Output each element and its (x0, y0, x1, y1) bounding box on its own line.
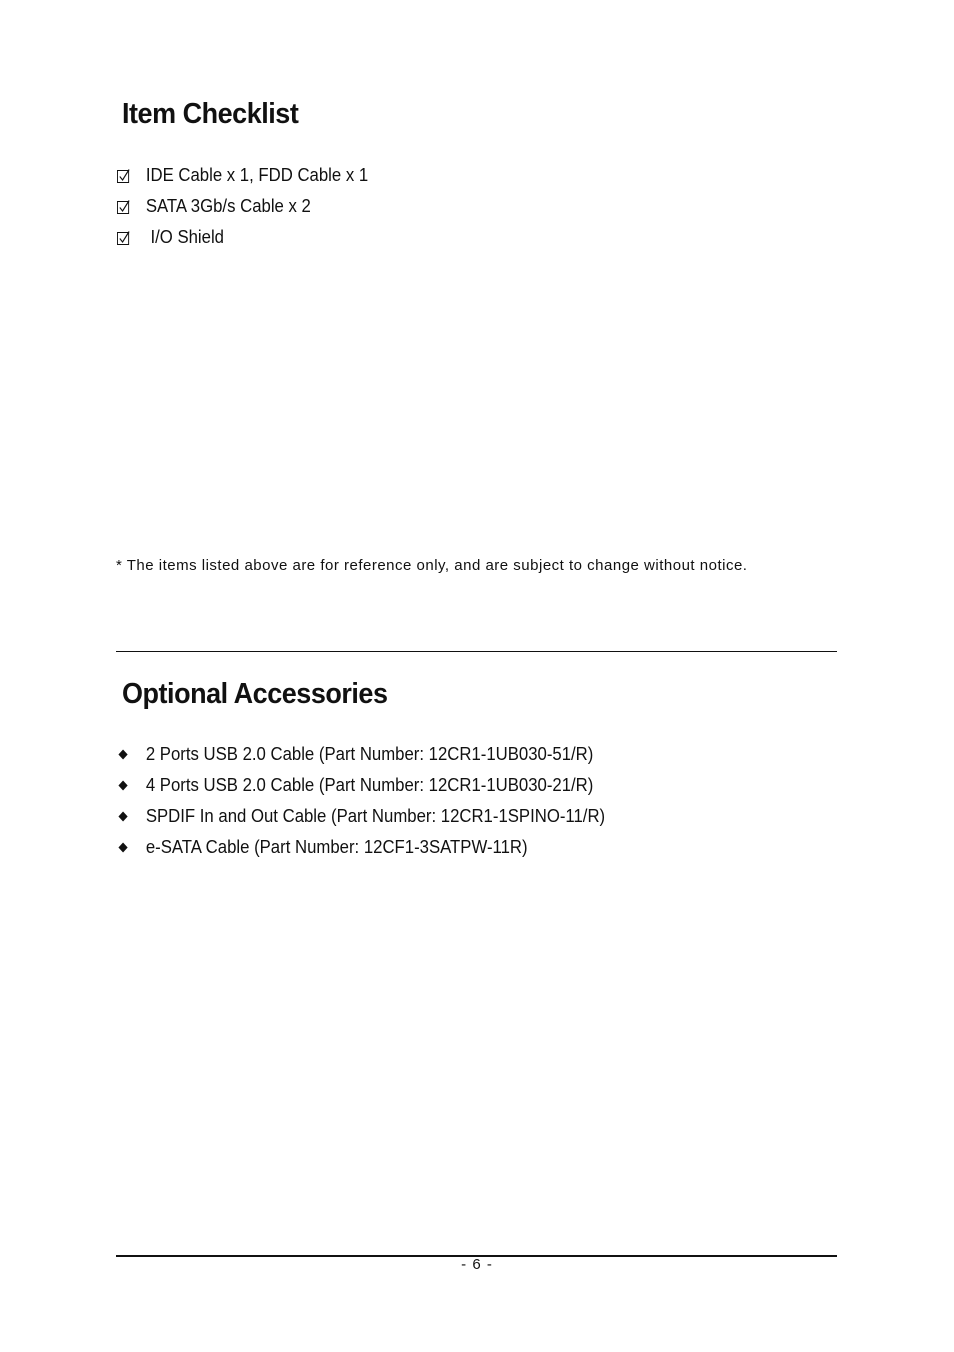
accessory-item-label: SPDIF In and Out Cable (Part Number: 12CR1-1SPINO-11/R) (145, 806, 606, 826)
page-number: - 6 - (461, 1256, 493, 1273)
diamond-bullet-icon (118, 750, 127, 760)
checklist-item (117, 222, 368, 253)
item-checklist-heading: Item Checklist (122, 98, 299, 130)
diamond-bullet-icon (118, 812, 127, 822)
checked-box-icon (117, 231, 130, 245)
accessory-item (117, 801, 605, 832)
item-checklist (117, 160, 387, 253)
diamond-bullet-icon (118, 843, 127, 853)
checklist-item (117, 160, 368, 191)
section-divider (116, 651, 837, 652)
checklist-item-label: IDE Cable x 1, FDD Cable x 1 (145, 165, 369, 185)
diamond-bullet-icon (118, 781, 127, 791)
accessory-item-label: 4 Ports USB 2.0 Cable (Part Number: 12CR1-1UB030-21/R) (145, 775, 594, 795)
optional-accessories-list (117, 739, 642, 863)
checklist-item-label: SATA 3Gb/s Cable x 2 (145, 196, 311, 216)
optional-accessories-heading: Optional Accessories (122, 678, 388, 710)
checklist-item-label: I/O Shield (150, 227, 224, 247)
accessory-item (117, 832, 605, 863)
accessory-item (117, 739, 605, 770)
checklist-item (117, 191, 368, 222)
accessory-item-label: e-SATA Cable (Part Number: 12CF1-3SATPW-11R) (145, 837, 528, 857)
checked-box-icon (117, 200, 130, 214)
checked-box-icon (117, 169, 130, 183)
accessory-item (117, 770, 605, 801)
accessory-item-label: 2 Ports USB 2.0 Cable (Part Number: 12CR1-1UB030-51/R) (145, 744, 594, 764)
reference-disclaimer: * The items listed above are for reference only, and are subject to change without notice. (116, 557, 748, 574)
